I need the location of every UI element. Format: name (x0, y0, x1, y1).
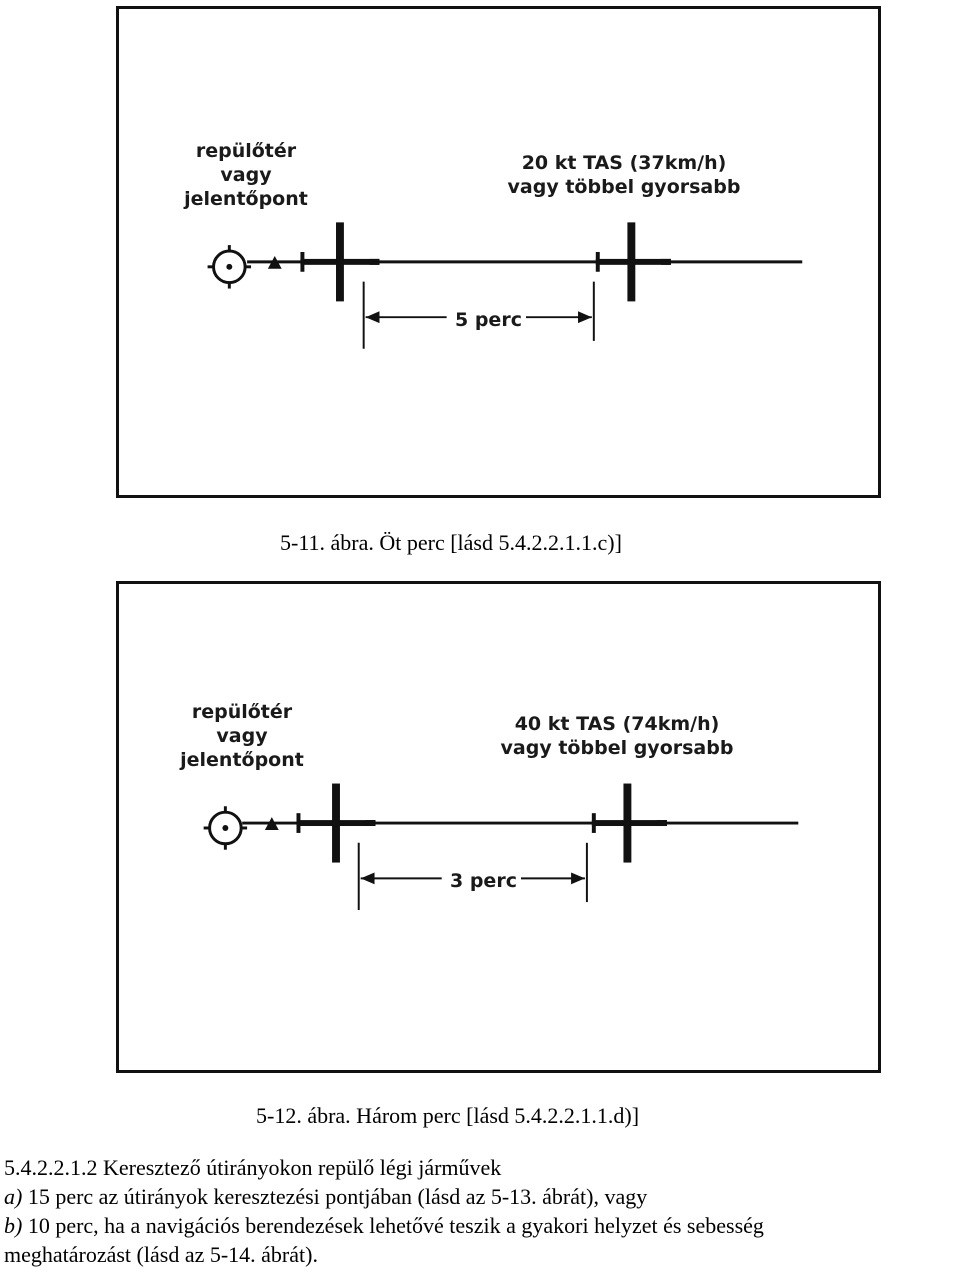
label-line: vagy többel gyorsabb (507, 176, 741, 198)
arrow-left-icon (366, 311, 380, 323)
figure-5-11 (116, 6, 881, 498)
list-marker: b) (4, 1213, 23, 1238)
list-item-b-continuation: meghatározást (lásd az 5-14. ábrát). (4, 1242, 318, 1267)
speed-label (494, 151, 754, 199)
speed-label (487, 712, 747, 760)
arrow-right-icon (571, 872, 585, 884)
label-line: vagy (220, 164, 272, 186)
aircraft-icon (592, 784, 667, 863)
arrow-right-icon (578, 311, 592, 323)
label-line: vagy (216, 725, 268, 747)
reporting-point-icon (204, 806, 247, 849)
aircraft-icon (300, 222, 379, 301)
label-line: 20 kt TAS (37km/h) (521, 152, 727, 174)
figure-caption: 5-11. ábra. Öt perc [lásd 5.4.2.2.1.1.c)] (280, 530, 622, 555)
list-item-text: 15 perc az útirányok keresztezési pontjában (lásd az 5-13. ábrát), vagy (22, 1184, 648, 1209)
label-line: jelentőpont (184, 188, 308, 210)
figure-5-11-diagram (119, 9, 878, 495)
left-point-label (157, 700, 327, 772)
distance-label: 5 perc (451, 308, 526, 332)
label-line: repülőtér (191, 701, 293, 723)
left-point-label (161, 139, 331, 211)
section-heading: 5.4.2.2.1.2 Keresztező útirányokon repülő légi járművek (4, 1155, 502, 1180)
label-line: repülőtér (195, 140, 297, 162)
label-line: vagy többel gyorsabb (500, 737, 734, 759)
list-item-text: 10 perc, ha a navigációs berendezések lehetővé teszik a gyakori helyzet és sebesség (22, 1213, 764, 1238)
list-item-a (4, 1182, 647, 1211)
reporting-point-icon (208, 245, 251, 288)
figure-5-12-diagram (119, 584, 878, 1070)
arrow-left-icon (361, 872, 375, 884)
list-item-b (4, 1211, 764, 1240)
aircraft-icon (296, 784, 375, 863)
figure-5-12 (116, 581, 881, 1073)
label-line: 40 kt TAS (74km/h) (514, 713, 720, 735)
distance-label: 3 perc (446, 869, 521, 893)
label-line: jelentőpont (180, 749, 304, 771)
figure-caption: 5-12. ábra. Három perc [lásd 5.4.2.2.1.1.d)] (256, 1103, 640, 1128)
aircraft-icon (596, 222, 671, 301)
list-marker: a) (4, 1184, 23, 1209)
